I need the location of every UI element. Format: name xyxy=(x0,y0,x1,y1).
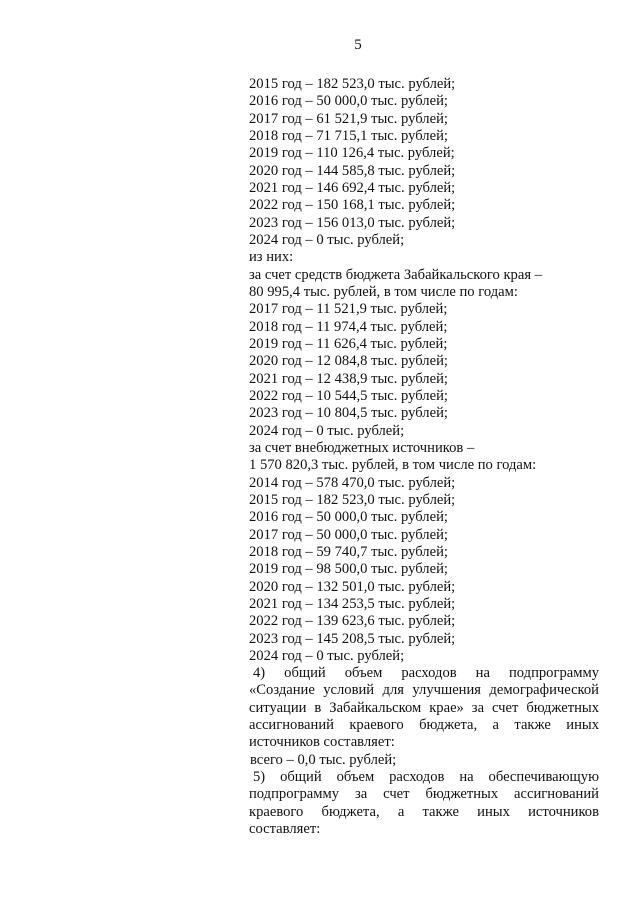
document-line: 2018 год – 59 740,7 тыс. рублей; xyxy=(249,543,448,560)
document-line: 5) общий объем расходов на обеспечивающую xyxy=(253,769,599,786)
document-line: 2016 год – 50 000,0 тыс. рублей; xyxy=(249,509,448,526)
document-line: 2020 год – 132 501,0 тыс. рублей; xyxy=(249,578,456,595)
document-line: краевого бюджета, а также иных источников xyxy=(249,803,599,820)
document-line: 2016 год – 50 000,0 тыс. рублей; xyxy=(249,93,448,110)
document-line: 2021 год – 134 253,5 тыс. рублей; xyxy=(249,595,456,612)
document-line: 2015 год – 182 523,0 тыс. рублей; xyxy=(249,76,456,92)
document-line: за счет внебюджетных источников – xyxy=(249,439,475,456)
document-line: 2015 год – 182 523,0 тыс. рублей; xyxy=(249,491,456,508)
page-number: 5 xyxy=(354,37,362,53)
document-line: 2022 год – 150 168,1 тыс. рублей; xyxy=(249,197,456,214)
document-line: 2017 год – 61 521,9 тыс. рублей; xyxy=(249,110,448,127)
document-line: 80 995,4 тыс. рублей, в том числе по годам: xyxy=(249,283,518,300)
document-line: 2019 год – 11 626,4 тыс. рублей; xyxy=(249,335,448,352)
document-line: 2019 год – 98 500,0 тыс. рублей; xyxy=(249,561,448,578)
document-line: 2022 год – 10 544,5 тыс. рублей; xyxy=(249,387,448,404)
document-line: 2020 год – 12 084,8 тыс. рублей; xyxy=(249,353,448,370)
document-line: 4) общий объем расходов на подпрограмму xyxy=(253,665,599,682)
document-line: 2019 год – 110 126,4 тыс. рублей; xyxy=(249,145,455,162)
document-line: 2022 год – 139 623,6 тыс. рублей; xyxy=(249,613,456,630)
document-body xyxy=(249,76,599,838)
document-line: 2024 год – 0 тыс. рублей; xyxy=(249,647,405,664)
document-line: 2018 год – 71 715,1 тыс. рублей; xyxy=(249,127,448,144)
document-line: ситуации в Забайкальском крае» за счет бюджетных xyxy=(249,699,599,716)
document-line: подпрограмму за счет бюджетных ассигнований xyxy=(249,786,599,803)
document-line: 2018 год – 11 974,4 тыс. рублей; xyxy=(249,318,448,335)
document-line: 2017 год – 11 521,9 тыс. рублей; xyxy=(249,301,448,318)
document-line: 2023 год – 156 013,0 тыс. рублей; xyxy=(249,214,456,231)
document-line: из них: xyxy=(249,249,294,266)
document-line: 2021 год – 146 692,4 тыс. рублей; xyxy=(249,179,456,196)
document-line: 2014 год – 578 470,0 тыс. рублей; xyxy=(249,474,456,491)
document-line: всего – 0,0 тыс. рублей; xyxy=(250,751,397,768)
document-line: 2017 год – 50 000,0 тыс. рублей; xyxy=(249,526,448,543)
document-line: ассигнований краевого бюджета, а также иных xyxy=(249,717,599,734)
document-line: источников составляет: xyxy=(249,734,395,751)
document-line: 2021 год – 12 438,9 тыс. рублей; xyxy=(249,370,448,387)
document-line: составляет: xyxy=(249,821,321,838)
document-line: за счет средств бюджета Забайкальского края – xyxy=(249,266,542,283)
document-line: 2024 год – 0 тыс. рублей; xyxy=(249,231,405,248)
document-line: 2023 год – 10 804,5 тыс. рублей; xyxy=(249,405,448,422)
document-line: «Создание условий для улучшения демографической xyxy=(249,682,599,699)
document-line: 2020 год – 144 585,8 тыс. рублей; xyxy=(249,162,456,179)
document-line: 1 570 820,3 тыс. рублей, в том числе по годам: xyxy=(249,457,537,474)
document-line: 2024 год – 0 тыс. рублей; xyxy=(249,422,405,439)
document-line: 2023 год – 145 208,5 тыс. рублей; xyxy=(249,630,456,647)
